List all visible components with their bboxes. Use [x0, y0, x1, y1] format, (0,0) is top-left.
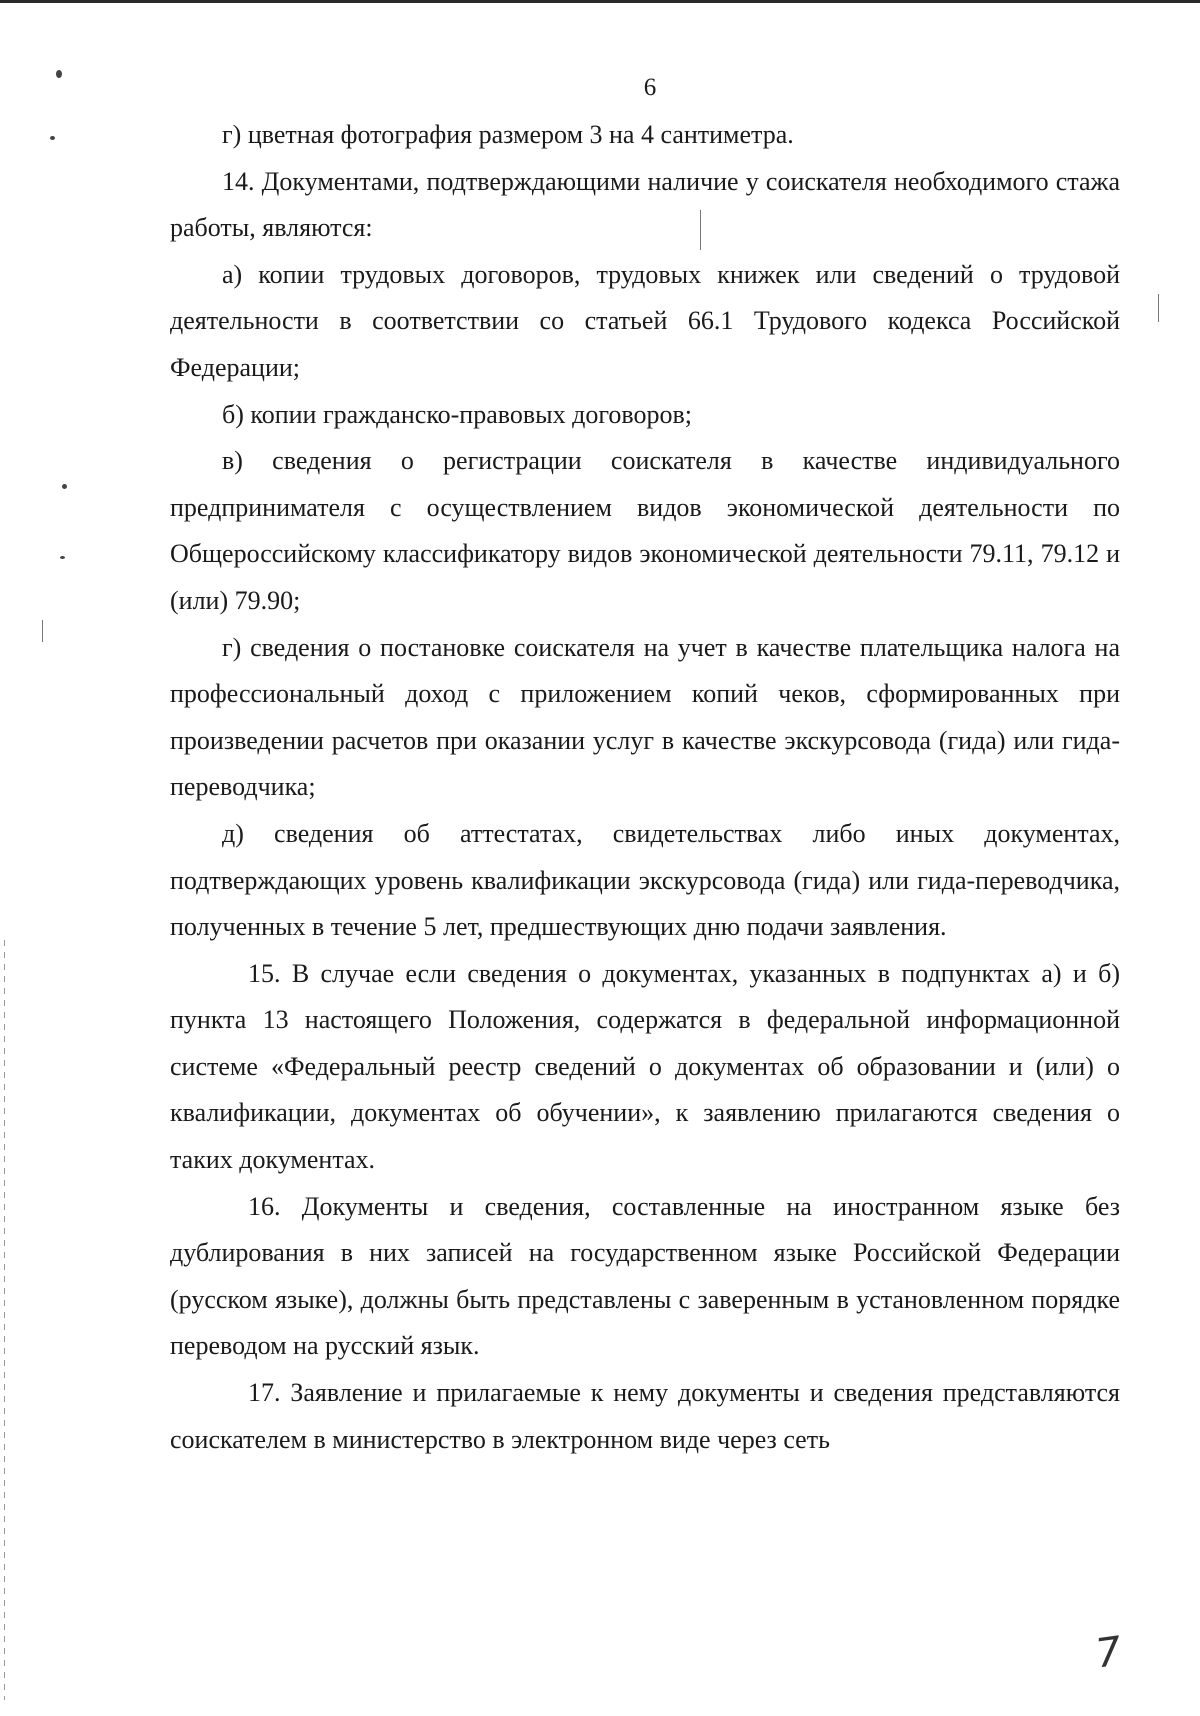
- scan-speck: [50, 136, 55, 140]
- scan-top-border: [0, 0, 1200, 3]
- document-body: [170, 112, 1120, 1463]
- scan-speck: [62, 484, 67, 489]
- paragraph-15-federal-registry: 15. В случае если сведения о документах, указанных в подпунктах а) и б) пункта 13 настоящего Положения, содержатся в федеральной информационной системе «Федеральный реестр сведений о документах об образовании и (или) о квалификации, документах об обучении», к заявлению прилагаются сведения о таких документах.: [170, 958, 1120, 1175]
- handwritten-page-number: 7: [1092, 1628, 1125, 1678]
- paragraph-13g-photo: г) цветная фотография размером 3 на 4 сантиметра.: [222, 120, 794, 149]
- paragraph-14g-tax-registration: г) сведения о постановке соискателя на учет в качестве плательщика налога на профессиональный доход с приложением копий чеков, сформированных при произведении расчетов при оказании услуг в качестве экскурсовода (гида) или гида-переводчика;: [170, 632, 1120, 802]
- scan-edge-line: [4, 940, 5, 1700]
- paragraph-16-foreign-language: 16. Документы и сведения, составленные на иностранном языке без дублирования в них записей на государственном языке Российской Федерации (русском языке), должны быть представлены с заверенным в установленном порядке переводом на русский язык.: [170, 1191, 1120, 1361]
- scan-speck: [1158, 294, 1159, 322]
- paragraph-14v-entrepreneur: в) сведения о регистрации соискателя в качестве индивидуального предпринимателя с осуществлением видов экономической деятельности по Общероссийскому классификатору видов экономической деятельности 79.11, 79.12 и (или) 79.90;: [170, 446, 1120, 615]
- scan-speck: [60, 556, 65, 559]
- paragraph-14a-labor-contracts: а) копии трудовых договоров, трудовых книжек или сведений о трудовой деятельности в соответствии со статьей 66.1 Трудового кодекса Российской Федерации;: [170, 259, 1120, 382]
- scan-speck: [42, 620, 43, 642]
- paragraph-17-submission: 17. Заявление и прилагаемые к нему документы и сведения представляются соискателем в министерство в электронном виде через сеть: [170, 1378, 1120, 1454]
- paragraph-14d-certificates: д) сведения об аттестатах, свидетельствах либо иных документах, подтверждающих уровень квалификации экскурсовода (гида) или гида-переводчика, полученных в течение 5 лет, предшествующих дню подачи заявления.: [170, 818, 1120, 942]
- paragraph-14b-civil-contracts: б) копии гражданско-правовых договоров;: [222, 399, 692, 429]
- paragraph-14-intro: 14. Документами, подтверждающими наличие у соискателя необходимого стажа работы, являются:: [170, 166, 1120, 243]
- scan-speck: [700, 210, 701, 250]
- scan-speck: [56, 70, 62, 78]
- page-number: 6: [643, 74, 657, 101]
